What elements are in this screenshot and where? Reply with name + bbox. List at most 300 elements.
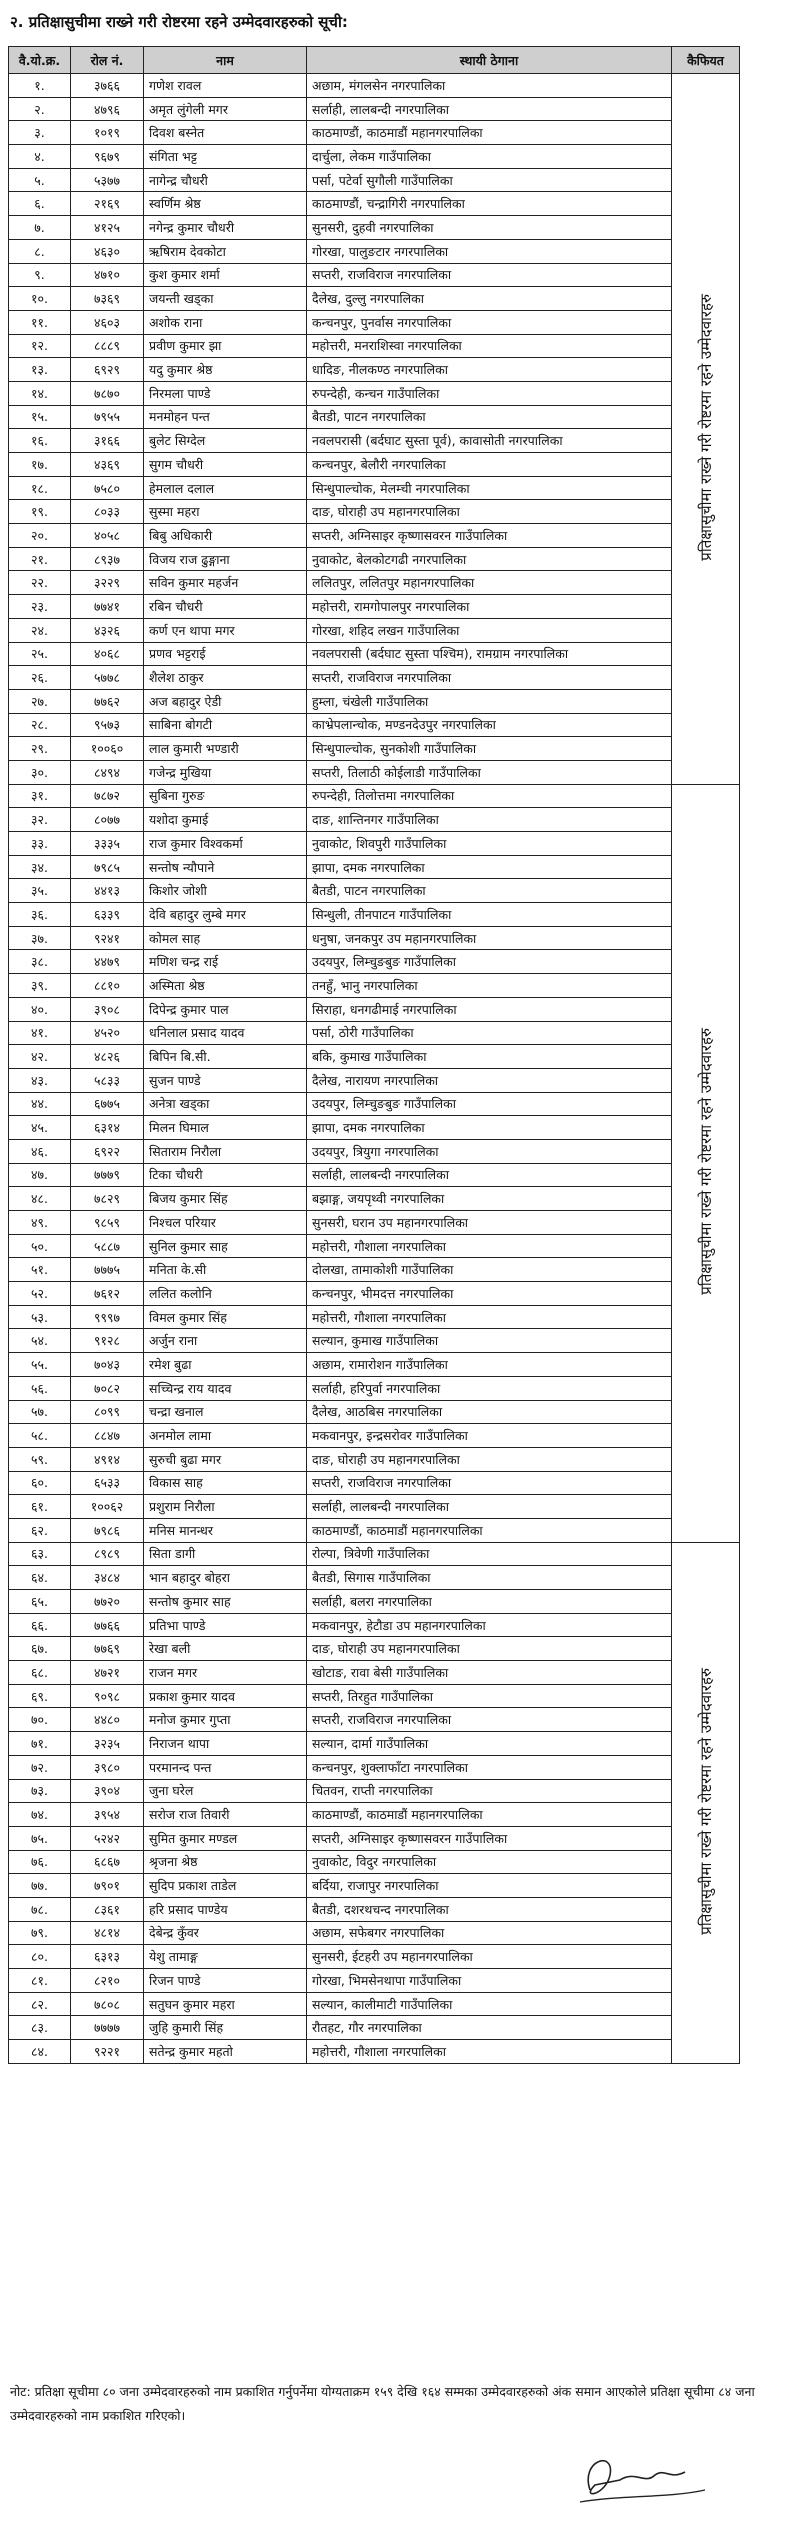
- row-name: सच्चिन्द्र राय यादव: [144, 1376, 307, 1400]
- row-roll: ७७६६: [71, 1613, 144, 1637]
- row-roll: ९९९७: [71, 1305, 144, 1329]
- table-row: [9, 571, 740, 595]
- row-address: बैतडी, पाटन नगरपालिका: [307, 879, 672, 903]
- row-sn: ३३.: [9, 832, 71, 856]
- row-roll: ३९८०: [71, 1755, 144, 1779]
- waiting-list-table: [8, 46, 740, 2064]
- row-roll: ७९८६: [71, 1518, 144, 1542]
- table-row: [9, 524, 740, 548]
- row-name: जुना घरेल: [144, 1779, 307, 1803]
- row-roll: ५३७७: [71, 168, 144, 192]
- row-address: रोल्पा, त्रिवेणी गाउँपालिका: [307, 1542, 672, 1566]
- table-row: [9, 145, 740, 169]
- row-sn: ३५.: [9, 879, 71, 903]
- row-sn: ८२.: [9, 1992, 71, 2016]
- table-row: [9, 1400, 740, 1424]
- row-sn: ७९.: [9, 1921, 71, 1945]
- row-roll: ५८८७: [71, 1234, 144, 1258]
- row-name: प्रतिभा पाण्डे: [144, 1613, 307, 1637]
- row-sn: १३.: [9, 358, 71, 382]
- row-name: कर्ण एन थापा मगर: [144, 618, 307, 642]
- row-address: सल्यान, दार्मा गाउँपालिका: [307, 1732, 672, 1756]
- row-roll: ४३६९: [71, 453, 144, 477]
- row-roll: ४७२१: [71, 1661, 144, 1685]
- row-roll: ४३२६: [71, 618, 144, 642]
- row-address: काठमाण्डौं, काठमाडौं महानगरपालिका: [307, 1518, 672, 1542]
- row-roll: ५८३३: [71, 1068, 144, 1092]
- row-address: महोत्तरी, मनराशिस्वा नगरपालिका: [307, 334, 672, 358]
- row-address: उदयपुर, त्रियुगा नगरपालिका: [307, 1139, 672, 1163]
- row-name: अस्मिता श्रेष्ठ: [144, 974, 307, 998]
- row-address: बैतडी, सिगास गाउँपालिका: [307, 1566, 672, 1590]
- row-name: भान बहादुर बोहरा: [144, 1566, 307, 1590]
- row-roll: ४७९६: [71, 97, 144, 121]
- row-roll: ३९५४: [71, 1803, 144, 1827]
- row-sn: ५६.: [9, 1376, 71, 1400]
- table-row: [9, 1021, 740, 1045]
- row-roll: ४४८०: [71, 1708, 144, 1732]
- row-name: कुश कुमार शर्मा: [144, 263, 307, 287]
- row-address: काठमाण्डौं, काठमाडौं महानगरपालिका: [307, 121, 672, 145]
- row-roll: ९१२८: [71, 1329, 144, 1353]
- row-address: हुम्ला, चंखेली गाउँपालिका: [307, 689, 672, 713]
- row-sn: ४१.: [9, 1021, 71, 1045]
- row-name: हेमलाल दलाल: [144, 476, 307, 500]
- row-address: नुवाकोट, शिवपुरी गाउँपालिका: [307, 832, 672, 856]
- row-sn: ६१.: [9, 1495, 71, 1519]
- row-name: नागेन्द्र चौधरी: [144, 168, 307, 192]
- row-sn: ३०.: [9, 760, 71, 784]
- row-roll: ७८२९: [71, 1187, 144, 1211]
- row-sn: ५५.: [9, 1353, 71, 1377]
- row-address: सुनसरी, ईटहरी उप महानगरपालिका: [307, 1945, 672, 1969]
- row-roll: ८९८९: [71, 1542, 144, 1566]
- row-roll: १००६०: [71, 737, 144, 761]
- row-name: अज बहादुर ऐडी: [144, 689, 307, 713]
- row-name: अर्जुन राना: [144, 1329, 307, 1353]
- table-row: [9, 926, 740, 950]
- row-name: सिताराम निरौला: [144, 1139, 307, 1163]
- row-name: रमेश बुढा: [144, 1353, 307, 1377]
- row-name: सिता डागी: [144, 1542, 307, 1566]
- table-row: [9, 950, 740, 974]
- row-roll: ७०४३: [71, 1353, 144, 1377]
- row-address: काभ्रेपलान्चोक, मण्डनदेउपुर नगरपालिका: [307, 713, 672, 737]
- row-name: विमल कुमार सिंह: [144, 1305, 307, 1329]
- row-sn: २६.: [9, 666, 71, 690]
- row-sn: ६८.: [9, 1661, 71, 1685]
- row-sn: ३८.: [9, 950, 71, 974]
- row-sn: ५३.: [9, 1305, 71, 1329]
- row-roll: ९२२१: [71, 2040, 144, 2064]
- row-name: राजन मगर: [144, 1661, 307, 1685]
- row-name: जयन्ती खड्का: [144, 287, 307, 311]
- row-address: कन्चनपुर, पुनर्वास नगरपालिका: [307, 310, 672, 334]
- row-sn: ४७.: [9, 1163, 71, 1187]
- row-address: सुनसरी, दुहवी नगरपालिका: [307, 216, 672, 240]
- row-sn: ८०.: [9, 1945, 71, 1969]
- table-row: [9, 405, 740, 429]
- table-row: [9, 1045, 740, 1069]
- table-row: [9, 2016, 740, 2040]
- table-row: [9, 547, 740, 571]
- table-row: [9, 381, 740, 405]
- row-name: मनोज कुमार गुप्ता: [144, 1708, 307, 1732]
- row-address: सिराहा, धनगढीमाई नगरपालिका: [307, 997, 672, 1021]
- row-address: बकि, कुमाख गाउँपालिका: [307, 1045, 672, 1069]
- row-roll: ३२३५: [71, 1732, 144, 1756]
- row-roll: ४४७९: [71, 950, 144, 974]
- table-header-row: [9, 47, 740, 74]
- row-address: ललितपुर, ललितपुर महानगरपालिका: [307, 571, 672, 595]
- row-address: रौतहट, गौर नगरपालिका: [307, 2016, 672, 2040]
- row-roll: ७०८२: [71, 1376, 144, 1400]
- row-address: महोत्तरी, गौशाला नगरपालिका: [307, 1234, 672, 1258]
- table-row: [9, 1566, 740, 1590]
- row-sn: ८१.: [9, 1969, 71, 1993]
- row-roll: ८८८९: [71, 334, 144, 358]
- row-address: सर्लाही, लालबन्दी नगरपालिका: [307, 97, 672, 121]
- table-row: [9, 429, 740, 453]
- row-name: अमृत लुंगेली मगर: [144, 97, 307, 121]
- row-roll: ७८७२: [71, 784, 144, 808]
- row-roll: ७९०१: [71, 1874, 144, 1898]
- table-row: [9, 784, 740, 808]
- table-row: [9, 737, 740, 761]
- row-address: धादिङ, नीलकण्ठ नगरपालिका: [307, 358, 672, 382]
- row-name: राज कुमार विश्वकर्मा: [144, 832, 307, 856]
- row-sn: ४०.: [9, 997, 71, 1021]
- row-name: सुजन पाण्डे: [144, 1068, 307, 1092]
- row-address: दोलखा, तामाकोशी गाउँपालिका: [307, 1258, 672, 1282]
- row-roll: २१६९: [71, 192, 144, 216]
- row-name: येशु तामाङ्ग: [144, 1945, 307, 1969]
- table-row: [9, 1826, 740, 1850]
- table-row: [9, 1779, 740, 1803]
- row-address: बैतडी, पाटन नगरपालिका: [307, 405, 672, 429]
- row-sn: ५२.: [9, 1282, 71, 1306]
- table-row: [9, 1921, 740, 1945]
- table-row: [9, 1518, 740, 1542]
- row-sn: ६२.: [9, 1518, 71, 1542]
- row-address: कन्चनपुर, शुक्लाफाँटा नगरपालिका: [307, 1755, 672, 1779]
- row-sn: १४.: [9, 381, 71, 405]
- row-sn: ७५.: [9, 1826, 71, 1850]
- row-name: निश्चल परियार: [144, 1211, 307, 1235]
- row-address: महोत्तरी, रामगोपालपुर नगरपालिका: [307, 595, 672, 619]
- row-name: ऋषिराम देवकोटा: [144, 239, 307, 263]
- row-roll: ८२१०: [71, 1969, 144, 1993]
- row-name: बिजय कुमार सिंह: [144, 1187, 307, 1211]
- row-address: सिन्धुली, तीनपाटन गाउँपालिका: [307, 903, 672, 927]
- row-name: गणेश रावल: [144, 74, 307, 98]
- row-roll: ८०९९: [71, 1400, 144, 1424]
- row-address: नवलपरासी (बर्दघाट सुस्ता पश्चिम), रामग्राम नगरपालिका: [307, 642, 672, 666]
- row-address: बैतडी, दशरथचन्द नगरपालिका: [307, 1897, 672, 1921]
- row-sn: ७०.: [9, 1708, 71, 1732]
- row-name: श्रृजना श्रेष्ठ: [144, 1850, 307, 1874]
- table-row: [9, 1969, 740, 1993]
- row-roll: ७८७०: [71, 381, 144, 405]
- row-address: अछाम, सफेबगर नगरपालिका: [307, 1921, 672, 1945]
- row-sn: ५९.: [9, 1447, 71, 1471]
- row-roll: ६९२९: [71, 358, 144, 382]
- row-address: झापा, दमक नगरपालिका: [307, 1116, 672, 1140]
- row-name: प्रवीण कुमार झा: [144, 334, 307, 358]
- row-address: पर्सा, पटेर्वा सुगौली गाउँपालिका: [307, 168, 672, 192]
- row-name: सुस्मा महरा: [144, 500, 307, 524]
- table-row: [9, 1684, 740, 1708]
- header-sn: वै.यो.क्र.: [9, 47, 71, 74]
- row-roll: ६८६७: [71, 1850, 144, 1874]
- row-address: महोत्तरी, गौशाला नगरपालिका: [307, 2040, 672, 2064]
- row-name: निराजन थापा: [144, 1732, 307, 1756]
- row-address: बझाङ्ग, जयपृथ्वी नगरपालिका: [307, 1187, 672, 1211]
- row-roll: ६३१४: [71, 1116, 144, 1140]
- row-roll: ६५३३: [71, 1471, 144, 1495]
- table-row: [9, 1542, 740, 1566]
- row-sn: ४३.: [9, 1068, 71, 1092]
- row-sn: ३९.: [9, 974, 71, 998]
- row-name: मिलन घिमाल: [144, 1116, 307, 1140]
- row-name: सुरुची बुढा मगर: [144, 1447, 307, 1471]
- row-address: अछाम, रामारोशन गाउँपालिका: [307, 1353, 672, 1377]
- table-row: [9, 192, 740, 216]
- row-name: अनेत्रा खड्का: [144, 1092, 307, 1116]
- row-name: बिपिन बि.सी.: [144, 1045, 307, 1069]
- row-name: मनिस मानन्धर: [144, 1518, 307, 1542]
- table-row: [9, 855, 740, 879]
- row-address: सप्तरी, तिरहुत गाउँपालिका: [307, 1684, 672, 1708]
- row-address: झापा, दमक नगरपालिका: [307, 855, 672, 879]
- row-roll: ७८०८: [71, 1992, 144, 2016]
- row-name: टिका चौधरी: [144, 1163, 307, 1187]
- row-roll: ७६१२: [71, 1282, 144, 1306]
- row-address: कन्चनपुर, भीमदत्त नगरपालिका: [307, 1282, 672, 1306]
- row-sn: २०.: [9, 524, 71, 548]
- row-address: दाङ, शान्तिनगर गाउँपालिका: [307, 808, 672, 832]
- row-sn: ६५.: [9, 1590, 71, 1614]
- row-roll: ८३६१: [71, 1897, 144, 1921]
- row-sn: ६७.: [9, 1637, 71, 1661]
- row-name: यशोदा कुमाई: [144, 808, 307, 832]
- table-row: [9, 1187, 740, 1211]
- table-row: [9, 1116, 740, 1140]
- row-address: मकवानपुर, हेटौडा उप महानगरपालिका: [307, 1613, 672, 1637]
- row-sn: ७४.: [9, 1803, 71, 1827]
- table-row: [9, 263, 740, 287]
- row-address: अछाम, मंगलसेन नगरपालिका: [307, 74, 672, 98]
- table-row: [9, 239, 740, 263]
- row-sn: ७३.: [9, 1779, 71, 1803]
- row-name: मनिता के.सी: [144, 1258, 307, 1282]
- row-name: निरमला पाण्डे: [144, 381, 307, 405]
- row-sn: १.: [9, 74, 71, 98]
- list-title: २. प्रतिक्षासुचीमा राख्ने गरी रोष्टरमा रहने उम्मेदवारहरुको सूची:: [10, 13, 348, 31]
- table-row: [9, 1992, 740, 2016]
- table-row: [9, 832, 740, 856]
- row-name: प्रणव भट्टराई: [144, 642, 307, 666]
- row-sn: ६९.: [9, 1684, 71, 1708]
- table-row: [9, 1661, 740, 1685]
- row-roll: ४५२०: [71, 1021, 144, 1045]
- row-address: नुवाकोट, विदुर नगरपालिका: [307, 1850, 672, 1874]
- row-name: मनमोहन पन्त: [144, 405, 307, 429]
- table-row: [9, 1282, 740, 1306]
- row-roll: ४६०३: [71, 310, 144, 334]
- row-roll: ९२४१: [71, 926, 144, 950]
- table-row: [9, 2040, 740, 2064]
- row-sn: १०.: [9, 287, 71, 311]
- table-row: [9, 997, 740, 1021]
- row-sn: ८४.: [9, 2040, 71, 2064]
- row-roll: ८९३७: [71, 547, 144, 571]
- row-address: नुवाकोट, बेलकोटगढी नगरपालिका: [307, 547, 672, 571]
- table-row: [9, 1329, 740, 1353]
- row-roll: ७७७९: [71, 1163, 144, 1187]
- row-sn: ३२.: [9, 808, 71, 832]
- row-name: शैलेश ठाकुर: [144, 666, 307, 690]
- table-row: [9, 334, 740, 358]
- row-sn: ७६.: [9, 1850, 71, 1874]
- row-name: सन्तोष न्यौपाने: [144, 855, 307, 879]
- table-row: [9, 1874, 740, 1898]
- row-sn: ५१.: [9, 1258, 71, 1282]
- table-row: [9, 1471, 740, 1495]
- row-name: सतेन्द्र कुमार महतो: [144, 2040, 307, 2064]
- row-sn: ६०.: [9, 1471, 71, 1495]
- row-address: सप्तरी, तिलाठी कोईलाडी गाउँपालिका: [307, 760, 672, 784]
- row-roll: ७७६९: [71, 1637, 144, 1661]
- row-name: रेखा बली: [144, 1637, 307, 1661]
- row-sn: ३४.: [9, 855, 71, 879]
- row-roll: ६७७५: [71, 1092, 144, 1116]
- row-name: रबिन चौधरी: [144, 595, 307, 619]
- row-address: महोत्तरी, गौशाला नगरपालिका: [307, 1305, 672, 1329]
- row-roll: ६९२२: [71, 1139, 144, 1163]
- row-roll: ५२४२: [71, 1826, 144, 1850]
- row-sn: ५०.: [9, 1234, 71, 1258]
- row-sn: २२.: [9, 571, 71, 595]
- footnote: नोट: प्रतिक्षा सूचीमा ८० जना उम्मेदवारहरुको नाम प्रकाशित गर्नुपर्नेमा योग्यताक्रम १५९ देखि १६४ सम्मका उम्मेदवारहरुको अंक समान आएकोले प्रतिक्षा सूचीमा ८४ जना उम्मेदवारहरुको नाम प्रकाशित गरिएको।: [10, 2384, 755, 2423]
- table-row: [9, 97, 740, 121]
- row-roll: ४४१३: [71, 879, 144, 903]
- table-row: [9, 1163, 740, 1187]
- row-name: अशोक राना: [144, 310, 307, 334]
- row-name: साबिना बोगटी: [144, 713, 307, 737]
- row-address: उदयपुर, लिम्चुङबुङ गाउँपालिका: [307, 1092, 672, 1116]
- header-name: नाम: [144, 47, 307, 74]
- row-roll: ४०६८: [71, 642, 144, 666]
- row-address: रुपन्देही, तिलोत्तमा नगरपालिका: [307, 784, 672, 808]
- row-roll: ८४९४: [71, 760, 144, 784]
- row-roll: ८८४७: [71, 1424, 144, 1448]
- table-row: [9, 903, 740, 927]
- row-address: सप्तरी, अग्निसाइर कृष्णासवरन गाउँपालिका: [307, 1826, 672, 1850]
- table-row: [9, 760, 740, 784]
- row-address: दैलेख, आठबिस नगरपालिका: [307, 1400, 672, 1424]
- row-sn: ७२.: [9, 1755, 71, 1779]
- row-sn: ७.: [9, 216, 71, 240]
- table-row: [9, 1353, 740, 1377]
- row-name: लाल कुमारी भण्डारी: [144, 737, 307, 761]
- row-roll: ८८१०: [71, 974, 144, 998]
- table-row: [9, 1495, 740, 1519]
- row-name: यदु कुमार श्रेष्ठ: [144, 358, 307, 382]
- table-row: [9, 287, 740, 311]
- row-sn: ६.: [9, 192, 71, 216]
- table-row: [9, 74, 740, 98]
- row-name: बिबु अधिकारी: [144, 524, 307, 548]
- row-roll: ८०७७: [71, 808, 144, 832]
- row-address: सप्तरी, राजविराज नगरपालिका: [307, 1708, 672, 1732]
- row-address: गोरखा, पालुङटार नगरपालिका: [307, 239, 672, 263]
- row-name: धनिलाल प्रसाद यादव: [144, 1021, 307, 1045]
- row-name: परमानन्द पन्त: [144, 1755, 307, 1779]
- table-row: [9, 689, 740, 713]
- row-address: दाङ, घोराही उप महानगरपालिका: [307, 1637, 672, 1661]
- row-name: दिवश बस्नेत: [144, 121, 307, 145]
- row-address: बर्दिया, राजापुर नगरपालिका: [307, 1874, 672, 1898]
- row-sn: १८.: [9, 476, 71, 500]
- table-row: [9, 121, 740, 145]
- row-sn: ३६.: [9, 903, 71, 927]
- row-sn: ५८.: [9, 1424, 71, 1448]
- row-sn: २१.: [9, 547, 71, 571]
- row-sn: ४६.: [9, 1139, 71, 1163]
- row-sn: ४५.: [9, 1116, 71, 1140]
- table-row: [9, 1211, 740, 1235]
- table-row: [9, 1637, 740, 1661]
- table-row: [9, 1708, 740, 1732]
- row-name: संगिता भट्ट: [144, 145, 307, 169]
- row-address: उदयपुर, लिम्चुङबुङ गाउँपालिका: [307, 950, 672, 974]
- row-name: दिपेन्द्र कुमार पाल: [144, 997, 307, 1021]
- row-name: किशोर जोशी: [144, 879, 307, 903]
- row-address: पर्सा, ठोरी गाउँपालिका: [307, 1021, 672, 1045]
- row-name: सुमित कुमार मण्डल: [144, 1826, 307, 1850]
- remarks-cell: [672, 74, 740, 785]
- row-roll: ३९०४: [71, 1779, 144, 1803]
- row-name: ललित कलोनि: [144, 1282, 307, 1306]
- row-address: चितवन, राप्ती नगरपालिका: [307, 1779, 672, 1803]
- row-roll: ३२२९: [71, 571, 144, 595]
- row-name: चन्द्रा खनाल: [144, 1400, 307, 1424]
- row-address: सर्लाही, लालबन्दी नगरपालिका: [307, 1163, 672, 1187]
- row-address: सप्तरी, राजविराज नगरपालिका: [307, 263, 672, 287]
- header-remarks: कैफियत: [672, 47, 740, 74]
- row-address: सल्यान, कुमाख गाउँपालिका: [307, 1329, 672, 1353]
- row-address: रुपन्देही, कन्चन गाउँपालिका: [307, 381, 672, 405]
- table-row: [9, 1732, 740, 1756]
- row-sn: ३.: [9, 121, 71, 145]
- row-roll: ३९०८: [71, 997, 144, 1021]
- remarks-text: प्रतिक्षासुचीमा राख्ने गरी रोष्टरमा रहने उम्मेदवारहरु: [696, 1028, 715, 1295]
- table-row: [9, 1305, 740, 1329]
- row-name: सरोज राज तिवारी: [144, 1803, 307, 1827]
- row-name: सुदिप प्रकाश ताडेल: [144, 1874, 307, 1898]
- row-sn: २७.: [9, 689, 71, 713]
- row-name: नगेन्द्र कुमार चौधरी: [144, 216, 307, 240]
- row-sn: २५.: [9, 642, 71, 666]
- table-row: [9, 1945, 740, 1969]
- table-row: [9, 1092, 740, 1116]
- row-name: रिजन पाण्डे: [144, 1969, 307, 1993]
- row-address: नवलपरासी (बर्दघाट सुस्ता पूर्व), कावासोती नगरपालिका: [307, 429, 672, 453]
- row-address: धनुषा, जनकपुर उप महानगरपालिका: [307, 926, 672, 950]
- row-name: विकास साह: [144, 1471, 307, 1495]
- row-address: गोरखा, भिमसेनथापा गाउँपालिका: [307, 1969, 672, 1993]
